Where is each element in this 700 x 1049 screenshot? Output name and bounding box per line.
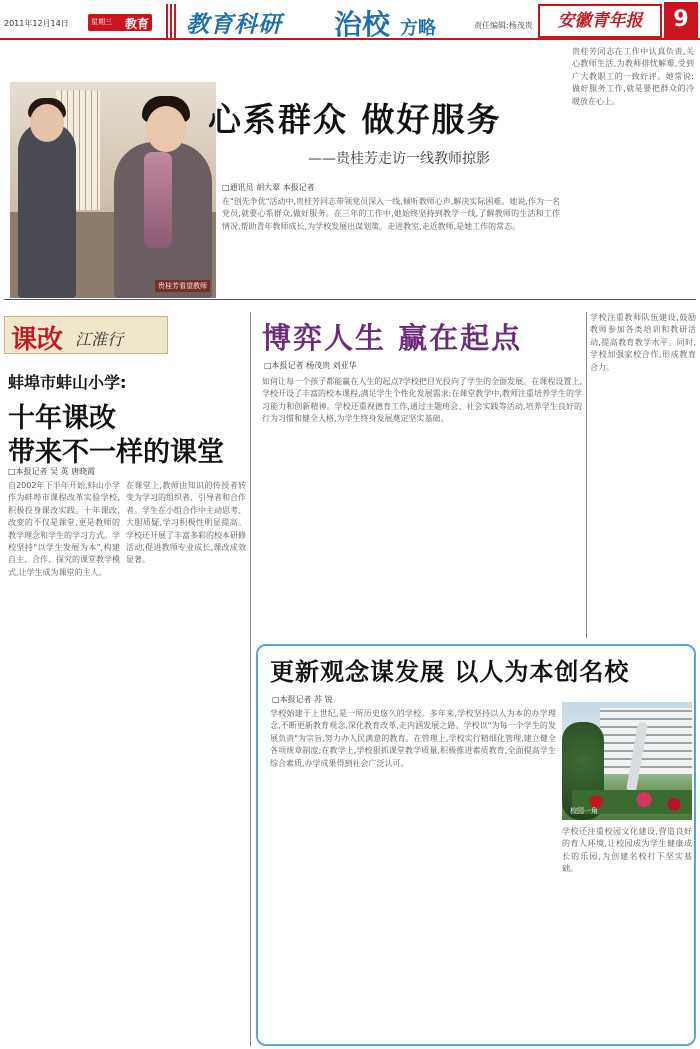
kaike-kicker: 蚌埠市蚌山小学: [8,373,127,392]
kaike-body-col1: 自2002年下半年开始,蚌山小学作为蚌埠市课程改革实验学校,积极投身课改实践。十年课改,改变的不仅是课堂,更是教师的教学理念和学生的学习方式。学校坚持"以学生发展为本",构建自主、合作、探究的课堂教学模式,让学生成为课堂的主人。 [8,481,120,577]
page-number: 9 [664,2,698,38]
section-badge-small: 星期三 [91,18,112,26]
boxed-story [256,644,696,1046]
editor-credit: 责任编辑:杨茂贵 [474,21,533,30]
top-byline: □通讯员 胡大翠 本报记者 [222,183,315,192]
top-photo-caption: 贵桂芳看望教师 [155,280,210,292]
newspaper-name: 安徽青年报 [538,4,662,38]
kaike-tag-sub: 江淮行 [75,330,124,349]
top-body: 在"创先争优"活动中,贵桂芳同志带领党员深入一线,倾听教师心声,解决实际困难。她说,作为一名党员,就要心系群众,做好服务。在三年的工作中,她始终坚持到教学一线,了解教师的生活和工作情况,帮助青年教师成长,为学校发展出谋划策。走进教室,走近教师,是她工作的常态。 [222,197,560,231]
right-column-body: 学校注重教师队伍建设,鼓励教师参加各类培训和教研活动,提高教育教学水平。同时,学校加强家校合作,形成教育合力。 [590,313,696,372]
top-story-photo [10,82,216,298]
boxed-story-photo [562,702,692,820]
masthead [0,0,700,40]
section-badge-label: 教育 [124,17,149,31]
top-story [4,47,696,300]
masthead-stripes [166,4,178,38]
top-subhead: ——贵桂芳走访一线教师掠影 [308,151,490,167]
center-story [254,312,584,638]
section-badge [88,14,152,31]
kaike-headline-line2: 带来不一样的课堂 [8,437,224,468]
center-body: 如何让每一个孩子都能赢在人生的起点?学校把目光投向了学生的全面发展。在课程设置上,学校开设了丰富的校本课程,满足学生个性化发展需求;在课堂教学中,教师注重培养学生的学习能力和创新精神。学校还重视德育工作,通过主题班会、社会实践等活动,培养学生良好的行为习惯和健全人格,为学生终身发展奠定坚实基础。 [262,377,582,424]
kaike-body-col2: 在课堂上,教师由知识的传授者转变为学习的组织者、引导者和合作者。学生在小组合作中主动思考、大胆质疑,学习积极性明显提高。学校还开展了丰富多彩的校本研修活动,促进教师专业成长,课改成效显著。 [126,481,246,565]
kaike-tag-main: 课改 [11,325,64,355]
top-headline: 心系群众 做好服务 [208,100,502,139]
column-rule [250,312,251,1046]
center-headline: 博弈人生 赢在起点 [262,321,523,355]
boxed-headline: 更新观念谋发展 以人为本创名校 [270,658,630,686]
kaike-headline-line1: 十年课改 [8,403,116,434]
kaike-byline: □本报记者 吴 英 唐晓霞 [8,467,96,476]
center-byline: □本报记者 杨茂贵 刘亚华 [264,361,357,370]
kaike-story [4,316,248,1046]
boxed-byline: □本报记者 苏 锐 [272,695,333,704]
kaike-column-tag [4,316,168,354]
section-title-main: 治校 [334,8,391,41]
column-rule [586,312,587,638]
section-title-tail: 方略 [400,18,436,39]
issue-date: 2011年12月14日 [4,19,69,28]
boxed-body: 学校始建于上世纪,是一所历史悠久的学校。多年来,学校坚持以人为本的办学理念,不断更新教育观念,深化教育改革,走内涵发展之路。学校以"为每一个学生的发展负责"为宗旨,努力办人民满意的教育。在管理上,学校实行精细化管理,建立健全各项规章制度;在教学上,学校狠抓课堂教学质量,积极推进素质教育,全面提高学生综合素质,办学成果得到社会广泛认可。 [270,709,556,768]
boxed-photo-caption: 校园一角 [570,807,598,815]
boxed-body-col2: 学校还注重校园文化建设,营造良好的育人环境,让校园成为学生健康成长的乐园,为创建名校打下坚实基础。 [562,827,692,874]
top-right-column: 贵桂芳同志在工作中认真负责,关心教师生活,为教师排忧解难,受到广大教职工的一致好评。她常说:做好服务工作,就是要把群众的冷暖放在心上。 [572,47,694,106]
section-title-italic: 教育科研 [186,11,282,38]
